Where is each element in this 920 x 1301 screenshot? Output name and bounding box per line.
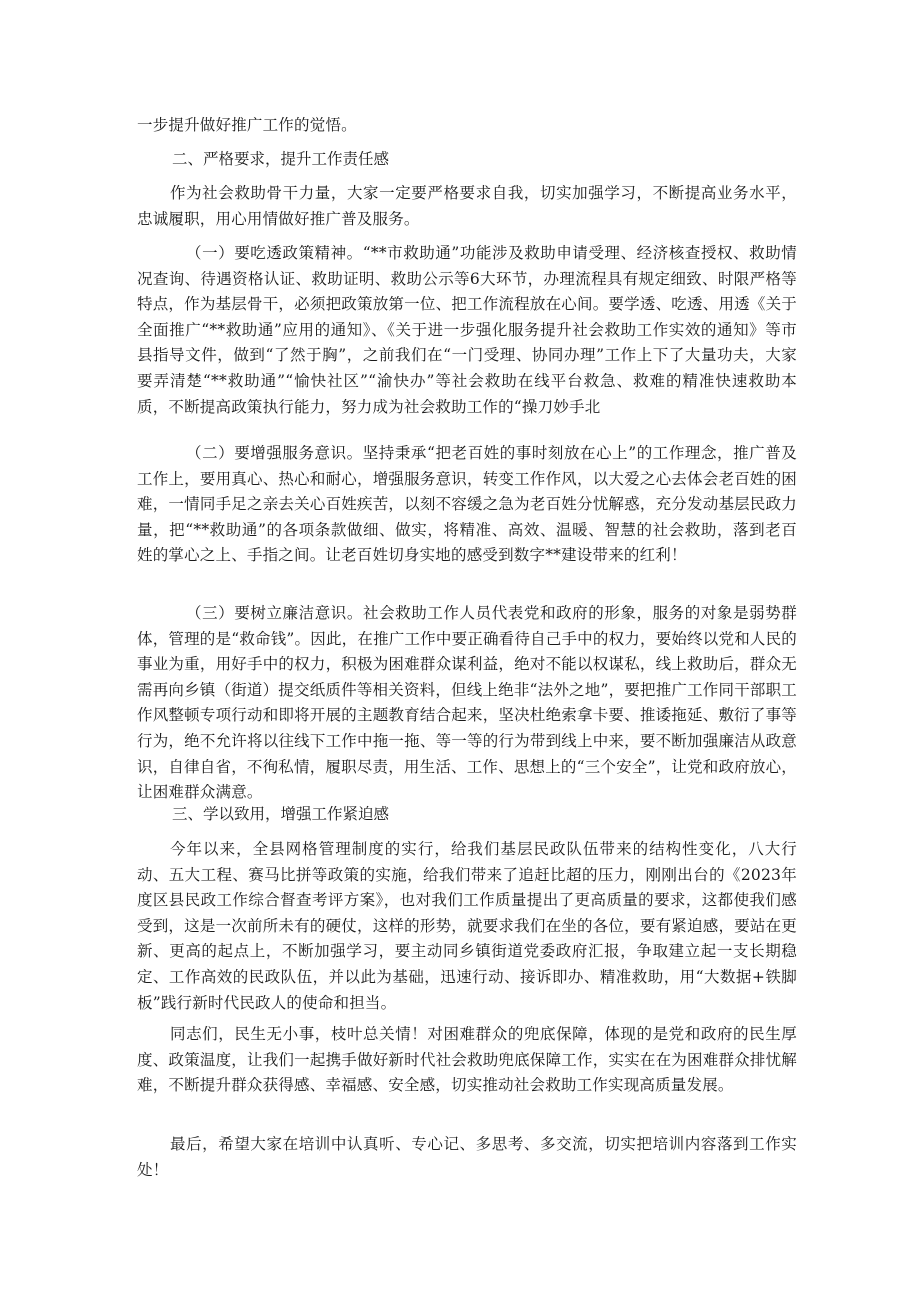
closing-paragraph-1: 同志们，民生无小事，枝叶总关情！对困难群众的兜底保障，体现的是党和政府的民生厚度、政策温度，让我们一起携手做好新时代社会救助兜底保障工作，实实在在为困难群众排忧解难，不断提升群众获得感、幸福感、安全感，切实推动社会救助工作实现高质量发展。 (137, 1025, 797, 1095)
continuation-paragraph: 一步提升做好推广工作的觉悟。 (137, 116, 357, 134)
section-2-intro-paragraph: 作为社会救助骨干力量，大家一定要严格要求自我，切实加强学习，不断提高业务水平，忠诚履职，用心用情做好推广普及服务。 (137, 184, 797, 228)
item-1-paragraph: （一）要吃透政策精神。“**市救助通”功能涉及救助申请受理、经济核查授权、救助情况查询、待遇资格认证、救助证明、救助公示等6大环节，办理流程具有规定细致、时限严格等特点，作为基层骨干，必须把政策放第一位、把工作流程放在心间。要学透、吃透、用透《关于全面推广“**救助通”应用的通知》、《关于进一步强化服务提升社会救助工作实效的通知》等市县指导文件，做到“了然于胸”，之前我们在“一门受理、协同办理”工作上下了大量功夫，大家要弄清楚“**救助通”“愉快社区”“渝快办”等社会救助在线平台救急、救难的精准快速救助本质，不断提高政策执行能力，努力成为社会救助工作的“操刀妙手北 (137, 244, 797, 416)
closing-paragraph-2: 最后，希望大家在培训中认真听、专心记、多思考、多交流，切实把培训内容落到工作实处！ (137, 1135, 797, 1179)
section-3-heading: 三、学以致用，增强工作紧迫感 (172, 805, 390, 823)
item-3-paragraph: （三）要树立廉洁意识。社会救助工作人员代表党和政府的形象，服务的对象是弱势群体，管理的是“救命钱”。因此，在推广工作中要正确看待自己手中的权力，要始终以党和人民的事业为重，用好手中的权力，积极为困难群众谋利益，绝对不能以权谋私，线上救助后，群众无需再向乡镇（街道）提交纸质件等相关资料，但线上绝非“法外之地”，要把推广工作同干部职工作风整顿专项行动和即将开展的主题教育结合起来，坚决杜绝索拿卡要、推诿拖延、敷衍了事等行为，绝不允许将以往线下工作中拖一拖、等一等的行为带到线上中来，要不断加强廉洁从政意识，自律自省，不徇私情，履职尽责，用生活、工作、思想上的“三个安全”，让党和政府放心，让困难群众满意。 (137, 604, 797, 802)
section-3-body-paragraph: 今年以来，全县网格管理制度的实行，给我们基层民政队伍带来的结构性变化，八大行动、五大工程、赛马比拼等政策的实施，给我们带来了追赶比超的压力，刚刚出台的《2023年度区县民政工作综合督查考评方案》，也对我们工作质量提出了更高质量的要求，这都使我们感受到，这是一次前所未有的硬仗，这样的形势，就要求我们在坐的各位，要有紧迫感，要站在更新、更高的起点上，不断加强学习，要主动同乡镇街道党委政府汇报，争取建立起一支长期稳定、工作高效的民政队伍，并以此为基础，迅速行动、接诉即办、精准救助，用“大数据+铁脚板”践行新时代民政人的使命和担当。 (137, 840, 797, 1012)
item-2-paragraph: （二）要增强服务意识。坚持秉承“把老百姓的事时刻放在心上”的工作理念，推广普及工作上，要用真心、热心和耐心，增强服务意识，转变工作作风，以大爱之心去体会老百姓的困难，一情同手足之亲去关心百姓疾苦，以刻不容缓之急为老百姓分忧解惑，充分发动基层民政力量，把“**救助通”的各项条款做细、做实，将精准、高效、温暖、智慧的社会救助，落到老百姓的掌心之上、手指之间。让老百姓切身实地的感受到数字**建设带来的红利！ (137, 444, 797, 565)
section-2-heading: 二、严格要求，提升工作责任感 (172, 150, 390, 168)
